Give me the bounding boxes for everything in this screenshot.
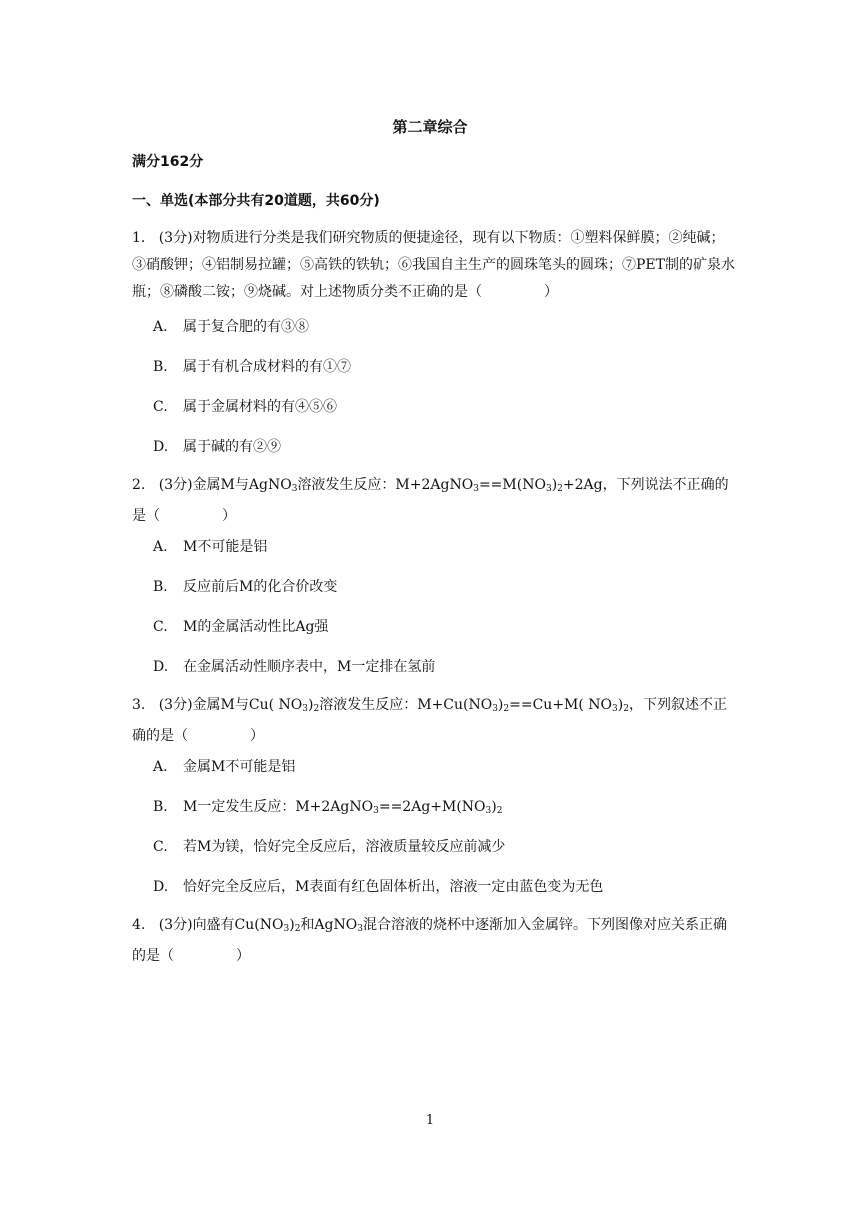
question-4: 4. (3分)向盛有$Cu(NO_3)_2$和AgNO$_3$混合溶液的烧杯中逐渐加入金属锌。下列图像对应关系正确的是（ ） xyxy=(132,917,727,964)
question-score: (3分) xyxy=(158,697,193,713)
question-score: (3分) xyxy=(158,230,193,246)
q3-option-a[interactable]: A. 金属M不可能是铝 xyxy=(153,759,296,775)
q2-option-d[interactable]: D. 在金属活动性顺序表中，M一定排在氢前 xyxy=(153,659,436,675)
question-score: (3分) xyxy=(158,477,193,493)
q1-option-a[interactable]: A. 属于复合肥的有③⑧ xyxy=(153,319,309,335)
q2-option-b[interactable]: B. 反应前后M的化合价改变 xyxy=(153,579,338,595)
q2-option-a[interactable]: A. M不可能是铝 xyxy=(153,539,268,555)
question-3: 3. (3分)金属M与Cu( $NO_3)_2$溶液发生反应：$M+Cu(NO_3)_2==Cu+M$( $NO_3)_2$，下列叙述不正确的是（ ） xyxy=(132,697,727,744)
question-score: (3分) xyxy=(158,917,193,933)
q2-option-c[interactable]: C. M的金属活动性比Ag强 xyxy=(153,619,329,635)
question-number: 2. xyxy=(132,477,146,493)
answer-bracket-close: ） xyxy=(236,948,250,964)
answer-bracket-close: ） xyxy=(222,508,236,524)
q1-option-c[interactable]: C. 属于金属材料的有④⑤⑥ xyxy=(153,399,337,415)
answer-bracket-close: ） xyxy=(544,284,558,300)
question-1 xyxy=(132,225,736,306)
question-number: 1. xyxy=(132,230,146,246)
question-number: 3. xyxy=(132,697,146,713)
full-score: 满分162分 xyxy=(132,154,204,170)
q3-option-c[interactable]: C. 若M为镁，恰好完全反应后，溶液质量较反应前减少 xyxy=(153,839,506,855)
question-number: 4. xyxy=(132,917,146,933)
page-number: 1 xyxy=(425,1113,435,1128)
page-title: 第二章综合 xyxy=(392,118,468,136)
q1-option-b[interactable]: B. 属于有机合成材料的有①⑦ xyxy=(153,359,351,375)
q3-option-b[interactable]: B. M一定发生反应：$M+2AgNO_3==2Ag+M(NO_3)_2$ xyxy=(153,799,503,816)
question-stem: 对物质进行分类是我们研究物质的便捷途径，现有以下物质：①塑料保鲜膜；②纯碱；③硝酸钾；④铝制易拉罐；⑤高铁的铁轨；⑥我国自主生产的圆珠笔头的圆珠；⑦PET制的矿泉水瓶；⑧磷酸二铵；⑨烧碱。对上述物质分类不正确的是（ xyxy=(132,230,735,300)
q3-option-d[interactable]: D. 恰好完全反应后，M表面有红色固体析出，溶液一定由蓝色变为无色 xyxy=(153,879,604,895)
q1-option-d[interactable]: D. 属于碱的有②⑨ xyxy=(153,439,281,455)
question-2: 2. (3分)金属M与AgNO$_3$溶液发生反应：$M+2AgNO_3==M(NO_3)_2+2Ag$，下列说法不正确的是（ ） xyxy=(132,477,729,524)
section-heading: 一、单选(本部分共有20道题，共60分) xyxy=(132,193,380,209)
answer-bracket-close: ） xyxy=(250,728,264,744)
